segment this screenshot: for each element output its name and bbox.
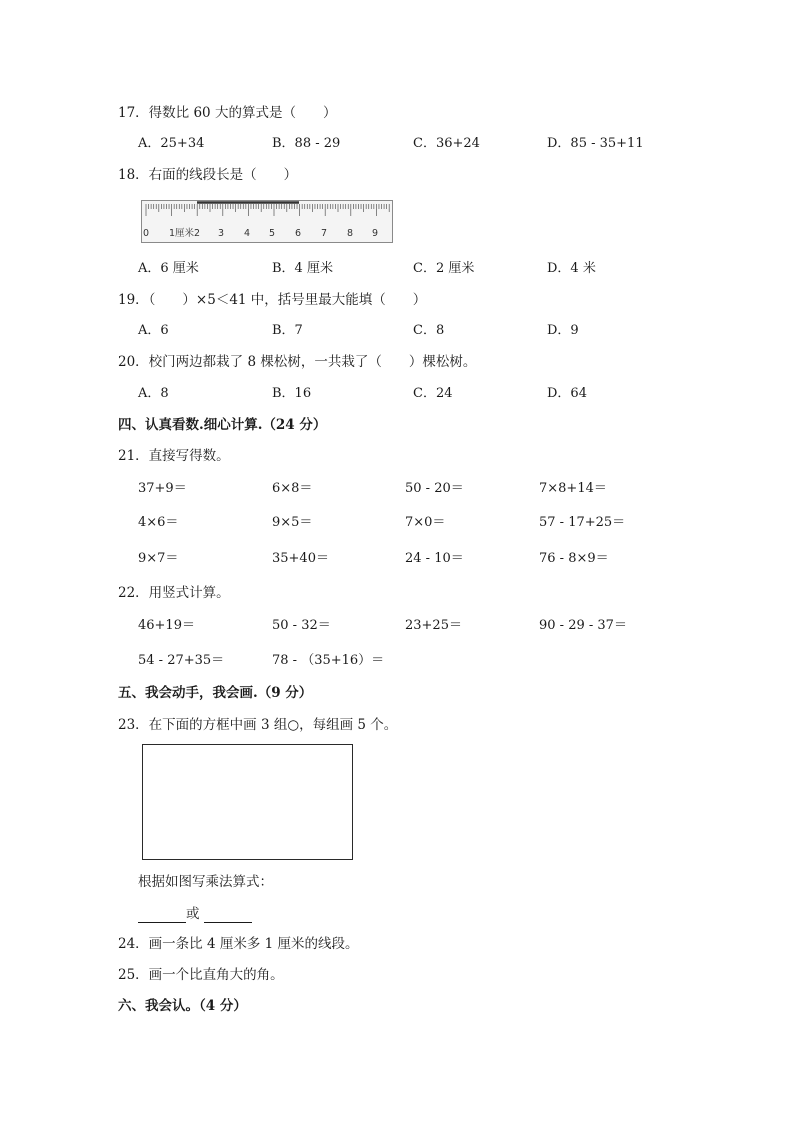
question-18: 18．右面的线段长是（ ） [118,167,298,183]
question-21: 21．直接写得数。 [118,448,230,464]
q20-option-c[interactable]: C．24 [413,386,453,401]
q17-option-a[interactable]: A．25+34 [138,136,205,151]
ruler-label-8: 8 [347,228,354,239]
ruler-label-4: 4 [244,228,251,239]
calc-item: 4×6＝ [138,515,179,530]
question-22: 22．用竖式计算。 [118,585,230,601]
multiplication-prompt: 根据如图写乘法算式： [138,874,273,890]
calc-item: 50 - 20＝ [405,481,464,496]
answer-line [138,905,252,923]
ruler-label-6: 6 [295,228,302,239]
vertical-calc-item: 23+25＝ [405,618,462,633]
q18-option-c[interactable]: C．2 厘米 [413,261,475,276]
ruler-label-2: 1厘米2 [169,228,201,239]
section-5-heading: 五、我会动手，我会画.（9 分） [118,685,313,701]
answer-blank-2[interactable] [204,908,252,923]
ruler-label-0: 0 [143,228,150,239]
section-6-heading: 六、我会认。（4 分） [118,998,247,1014]
question-24: 24．画一条比 4 厘米多 1 厘米的线段。 [118,936,359,952]
q17-option-c[interactable]: C．36+24 [413,136,480,151]
calc-item: 37+9＝ [138,481,187,496]
or-label: 或 [186,906,200,922]
calc-item: 7×8+14＝ [539,481,607,496]
calc-item: 35+40＝ [272,551,329,566]
ruler-label-3: 3 [218,228,225,239]
vertical-calc-item: 78 - （35+16）＝ [272,653,385,668]
ruler-label-7: 7 [321,228,328,239]
q20-option-d[interactable]: D．64 [547,386,587,401]
calc-item: 7×0＝ [405,515,446,530]
question-23: 23．在下面的方框中画 3 组○，每组画 5 个。 [118,717,398,733]
q19-option-d[interactable]: D．9 [547,323,579,338]
ruler-image [141,200,393,243]
q18-option-b[interactable]: B．4 厘米 [272,261,333,276]
ruler-label-9: 9 [372,228,379,239]
drawing-box[interactable] [142,744,353,860]
calc-item: 9×7＝ [138,551,179,566]
calc-item: 6×8＝ [272,481,313,496]
q18-option-a[interactable]: A．6 厘米 [138,261,199,276]
question-25: 25．画一个比直角大的角。 [118,967,284,983]
q19-option-a[interactable]: A．6 [138,323,169,338]
vertical-calc-item: 46+19＝ [138,618,195,633]
calc-item: 9×5＝ [272,515,313,530]
calc-item: 76 - 8×9＝ [539,551,609,566]
calc-item: 57 - 17+25＝ [539,515,626,530]
q19-option-b[interactable]: B．7 [272,323,303,338]
vertical-calc-item: 54 - 27+35＝ [138,653,225,668]
section-4-heading: 四、认真看数.细心计算.（24 分） [118,417,327,433]
q19-option-c[interactable]: C．8 [413,323,445,338]
question-19: 19．（ ）×5＜41 中，括号里最大能填（ ） [118,292,427,308]
vertical-calc-item: 90 - 29 - 37＝ [539,618,627,633]
vertical-calc-item: 50 - 32＝ [272,618,331,633]
q20-option-a[interactable]: A．8 [138,386,169,401]
ruler-label-5: 5 [269,228,276,239]
q18-option-d[interactable]: D．4 米 [547,261,596,276]
question-20: 20．校门两边都栽了 8 棵松树，一共栽了（ ）棵松树。 [118,354,477,370]
q17-option-b[interactable]: B．88 - 29 [272,136,341,151]
q17-option-d[interactable]: D．85 - 35+11 [547,136,644,151]
calc-item: 24 - 10＝ [405,551,464,566]
question-17: 17．得数比 60 大的算式是（ ） [118,105,337,121]
q20-option-b[interactable]: B．16 [272,386,312,401]
answer-blank-1[interactable] [138,908,186,923]
ruler-ticks [142,201,392,242]
